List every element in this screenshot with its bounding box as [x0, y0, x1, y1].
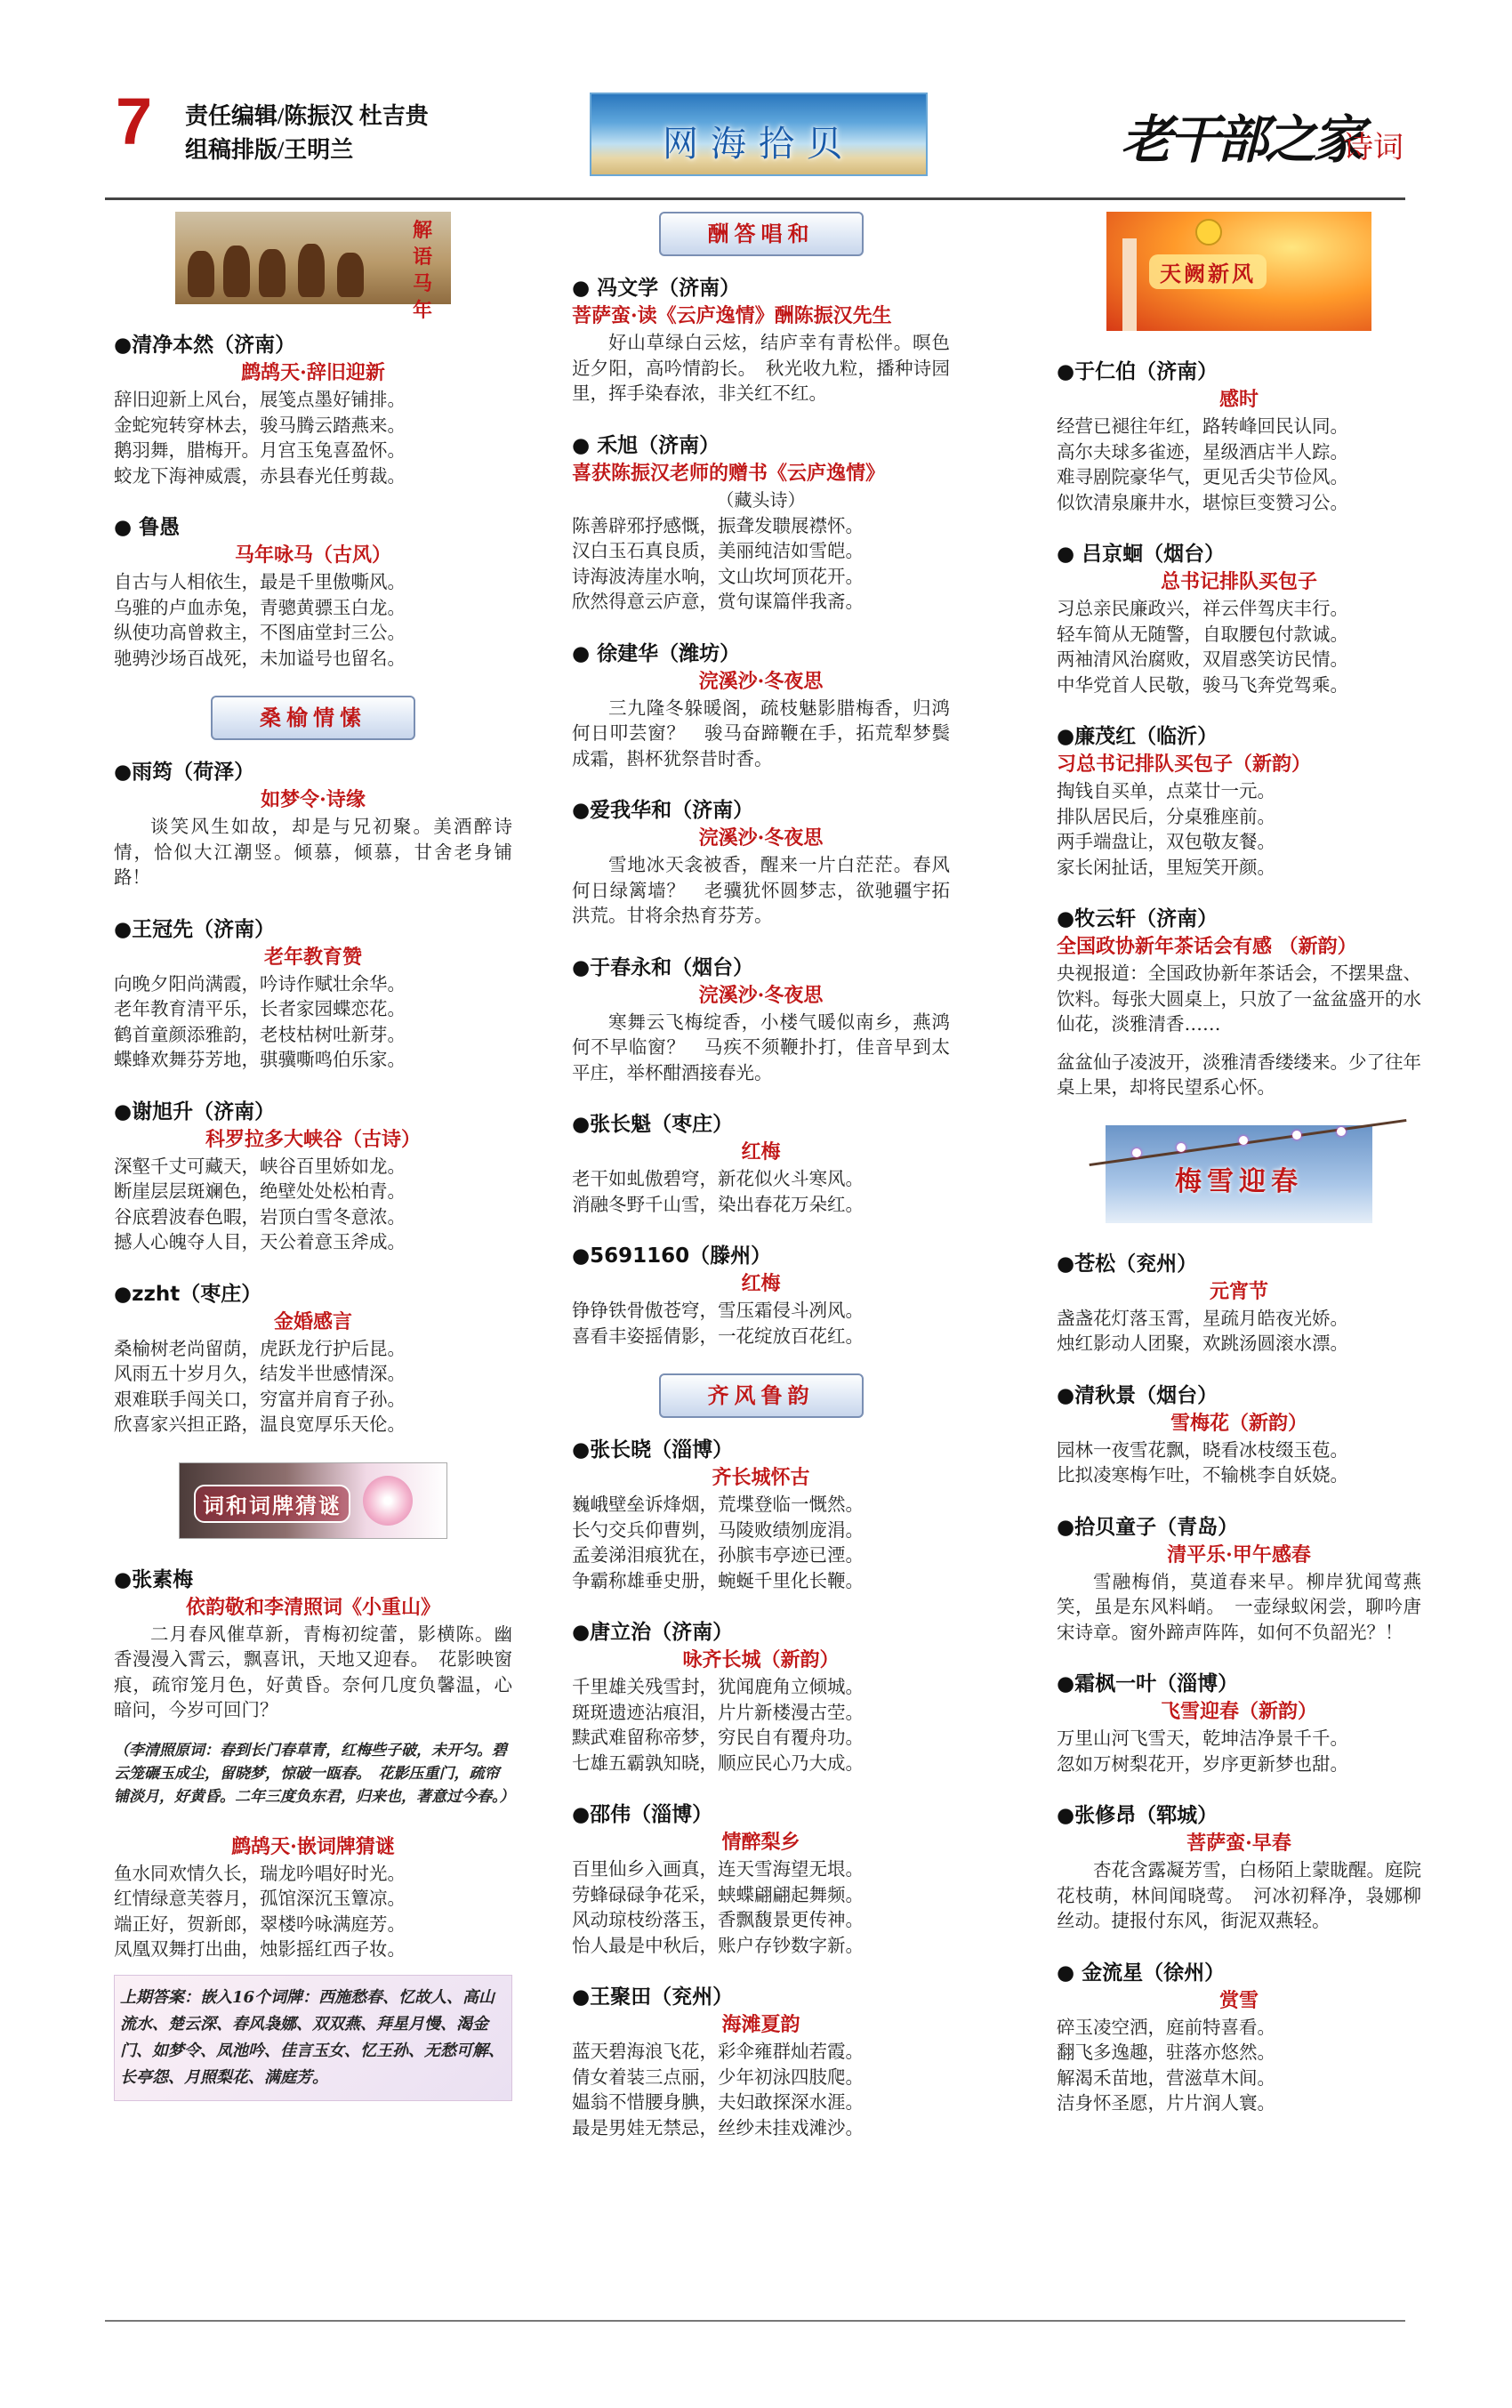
poem-line: 千里雄关残雪封，犹闻鹿角立倾城。	[572, 1676, 864, 1697]
poem-author: ●拾贝童子（青岛）	[1057, 1515, 1239, 1539]
riddle-answer-box: 上期答案：嵌入16个词牌：西施愁春、忆故人、高山流水、楚云深、春风袅娜、双双燕、拜星月慢、渴金门、如梦令、凤池吟、佳言玉女、忆王孙、无愁可解、长亭怨、月照梨花、满庭芳。	[114, 1975, 512, 2101]
poem-author: ●唐立治（济南）	[572, 1621, 734, 1644]
poem-line: 烛红影动人团聚，欢跳汤圆滚水漂。	[1057, 1333, 1348, 1354]
poem-author: ● 徐建华（潍坊）	[572, 641, 741, 665]
poem	[114, 1566, 512, 1723]
poem-author: ●谢旭升（济南）	[114, 1099, 276, 1123]
poem	[1057, 1670, 1421, 1776]
poem-line: 红情绿意芙蓉月，孤馆深沉玉簟凉。	[114, 1888, 406, 1909]
column-right	[1057, 212, 1421, 2141]
poem-line: 万里山河飞雪天，乾坤洁净景千千。	[1057, 1727, 1348, 1749]
poem-title: 马年咏马（古风）	[234, 544, 391, 567]
poem-line: 向晚夕阳尚满霞，吟诗作赋壮余华。	[114, 972, 406, 995]
poem	[114, 758, 512, 890]
poem-line: 纵使功高曾救主，不图庙堂封三公。	[114, 622, 406, 643]
poem-body	[1057, 1438, 1421, 1488]
poem	[114, 1280, 512, 1438]
poem-line: 中华党首人民敬，骏马飞奔党驾乘。	[1057, 673, 1348, 696]
poem-title: 老年教育赞	[263, 945, 362, 969]
poem	[572, 954, 950, 1086]
poem-line: 撼人心魄夺人目，天公着意玉斧成。	[114, 1231, 406, 1252]
poem-title: 海滩夏韵	[721, 2013, 800, 2036]
poem-line: 诗海波涛崖水响，文山坎坷顶花开。	[572, 565, 864, 587]
poem-title: 科罗拉多大峡谷（古诗）	[205, 1127, 421, 1151]
poem	[572, 431, 950, 615]
poem-line: 翻飞多逸趣，驻落亦悠然。	[1057, 2042, 1275, 2063]
poem-line: 自古与人相依生，最是千里傲嘶风。	[114, 571, 406, 592]
poem	[114, 1833, 512, 1962]
poem-line: 争霸称雄垂史册，蜿蜒千里化长鞭。	[572, 1569, 864, 1591]
poem-line: 难寻剧院豪华气，更见舌尖节俭风。	[1057, 466, 1348, 487]
poem-line: 洁身怀圣愿，片片润人寰。	[1057, 2092, 1275, 2114]
poem	[1057, 722, 1421, 880]
poem-title: 浣溪沙·冬夜思	[698, 826, 824, 850]
poem-line: 长勺交兵仰曹刿，马陵败绩刎庞涓。	[572, 1518, 864, 1541]
poem-body	[572, 1166, 950, 1217]
poem-line: 风雨五十岁月久，结发半世感情深。	[114, 1363, 406, 1384]
poem-line: 斑斑遗迹沾痕泪，片片新楼漫古茔。	[572, 1701, 864, 1723]
poem-title: 鹧鸪天·嵌词牌猜谜	[231, 1834, 395, 1858]
poem-body	[1057, 1569, 1421, 1646]
section-header-qifeng: 齐风鲁韵	[659, 1373, 864, 1418]
poem-line: 驰骋沙场百战死，未加谥号也留名。	[114, 647, 406, 669]
poem-body	[114, 387, 512, 488]
poem-line: 解渴禾苗地，营滋草木间。	[1057, 2066, 1275, 2089]
poem-body	[572, 1010, 950, 1086]
poem-title: 感时	[1218, 388, 1259, 411]
poem-line: 断崖层层斑斓色，绝壁处处松柏青。	[114, 1180, 406, 1202]
poem-body	[572, 513, 950, 615]
poem-body	[1057, 596, 1421, 697]
brand-subtitle: 诗词	[1343, 130, 1403, 165]
poem-title: 喜获陈振汉老师的赠书《云庐逸情》	[572, 461, 886, 485]
poem-title: 浣溪沙·冬夜思	[698, 669, 824, 693]
poem-author: ●5691160（滕州）	[572, 1244, 772, 1268]
poem-line: 好山草绿白云炫，结庐幸有青松伴。暝色近夕阳，高吟情韵长。 秋光收九粒，播种诗园里，挥手染春浓，非关红不红。	[572, 332, 950, 404]
poem	[572, 274, 950, 407]
poem-line: 雪融梅俏，莫道春来早。柳岸犹闻莺燕笑，虽是东风料峭。 一壶绿蚁闲尝，聊吟唐宋诗章。窗外蹄声阵阵，如何不负韶光？！	[1057, 1570, 1421, 1643]
poem-line: 杏花含露凝芳雪，白杨陌上蒙眬醒。庭院花枝萌，林间闻晓莺。 河冰初释净，袅娜柳丝动。捷报付东风，街泥双燕轻。	[1057, 1859, 1421, 1931]
poem-line: 陈善辟邪抒感慨，振聋发聩展襟怀。	[572, 514, 864, 536]
poem-line: 盆盆仙子凌波开，淡雅清香缕缕来。少了往年桌上果，却将民望系心怀。	[1057, 1051, 1421, 1098]
poem	[572, 1436, 950, 1593]
section-header-sangyu: 桑榆情愫	[211, 696, 415, 740]
poem-body	[1057, 778, 1421, 880]
poem-body	[572, 852, 950, 929]
poem-author: ●廉茂红（临沂）	[1057, 725, 1218, 748]
poem-author: ● 吕京蛔（烟台）	[1057, 543, 1226, 566]
poem-body	[1057, 1306, 1421, 1357]
poem-author: ●王聚田（兖州）	[572, 1985, 734, 2009]
poem-line: 雪地冰天衾被香，醒来一片白茫茫。春风何日绿篱墙？ 老骥犹怀圆梦志，欲驰疆宇拓洪荒。甘将余热育芬芳。	[572, 854, 950, 926]
poem-body	[1057, 2015, 1421, 2116]
poem-line: 风动琼枝纷落玉，香飘馥景更传神。	[572, 1909, 864, 1930]
section-header-chouda: 酬答唱和	[659, 212, 864, 256]
poem-author: ●苍松（兖州）	[1057, 1252, 1198, 1276]
poem-line: 忽如万树梨花开，岁序更新梦也甜。	[1057, 1752, 1348, 1775]
poem-title: 总书记排队买包子	[1160, 570, 1317, 593]
column-middle	[572, 212, 950, 2165]
poem-title: 情醉梨乡	[721, 1831, 800, 1854]
poem-author: ● 金流星（徐州）	[1057, 1961, 1226, 1985]
poem-line: 谷底碧波春色暇，岩顶白雪冬意浓。	[114, 1205, 406, 1228]
poem-line: 两袖清风治腐败，双眉惑笑访民情。	[1057, 648, 1348, 670]
poem-title: 红梅	[741, 1140, 781, 1164]
poem-line: 桑榆树老尚留荫，虎跃龙行护后昆。	[114, 1337, 406, 1359]
poem-body	[114, 1861, 512, 1962]
poem-line: 鹅羽舞，腊梅开。月宫玉兔喜盈怀。	[114, 439, 406, 461]
poem-line: 蓝天碧海浪飞花，彩伞雍群灿若霞。	[572, 2041, 864, 2062]
poem-line: 比拟凌寒梅乍吐，不输桃李自妖娆。	[1057, 1464, 1348, 1486]
poem	[1057, 1801, 1421, 1934]
poem-title: 如梦令·诗缘	[261, 788, 366, 811]
poem	[572, 1242, 950, 1349]
poem-title: 菩萨蛮·早春	[1186, 1832, 1291, 1855]
tianque-image	[1106, 212, 1371, 331]
poem-line: 蝶蜂欢舞芬芳地，骐骥嘶鸣伯乐家。	[114, 1049, 406, 1070]
poem-line: 百里仙乡入画真，连天雪海望无垠。	[572, 1858, 864, 1880]
poem-title: 齐长城怀古	[712, 1466, 810, 1489]
poem-line: 端正好，贺新郎，翠楼吟咏满庭芳。	[114, 1913, 406, 1935]
poem	[1057, 358, 1421, 515]
poem	[114, 513, 512, 671]
poem-line: 鱼水同欢情久长，瑞龙吟唱好时光。	[114, 1862, 406, 1884]
emblem-icon	[1195, 219, 1222, 246]
poem-author: ●牧云轩（济南）	[1057, 907, 1218, 930]
poem-line: 乌骓的卢血赤兔，青骢黄骠玉白龙。	[114, 596, 406, 618]
poem-title: 飞雪迎春（新韵）	[1160, 1700, 1317, 1723]
meixue-caption: 梅雪迎春	[1175, 1165, 1303, 1197]
poem-line: 老年教育清平乐，长者家园蝶恋花。	[114, 998, 406, 1019]
poem-line: 习总亲民廉政兴，祥云伴驾庆丰行。	[1057, 598, 1348, 619]
poem-line: 二月春风催草新，青梅初绽蕾，影横陈。幽香漫漫入霄云，飘喜讯，天地又迎春。 花影映窗痕，疏帘笼月色，好黄昏。奈何几度负馨温，心暗问，今岁可回门？	[114, 1623, 512, 1720]
poem-line: 汉白玉石真良质，美丽纯洁如雪皑。	[572, 540, 864, 561]
poem-body	[1057, 414, 1421, 515]
poem	[572, 1618, 950, 1776]
poem-title: 赏雪	[1218, 1988, 1259, 2012]
poem-author: ●张长魁（枣庄）	[572, 1113, 734, 1136]
poem-line: 辞旧迎新上风台，展笺点墨好铺排。	[114, 389, 406, 410]
poem-line: 孟姜涕泪痕犹在，孙膑韦亭迹已湮。	[572, 1544, 864, 1566]
original-poem-note: （李清照原词：春到长门春草青，红梅些子破，未开匀。碧云笼碾玉成尘，留晓梦，惊破一瓯春。 花影压重门，疏帘铺淡月，好黄昏。二年三度负东君，归来也，著意过今春。）	[114, 1741, 515, 1806]
poem-body	[1057, 1857, 1421, 1934]
poem-title: 雪梅花（新韵）	[1170, 1411, 1307, 1435]
poem-body	[1057, 961, 1421, 1100]
poem-line: 谈笑风生如故，却是与兄初聚。美酒醉诗情，恰似大江潮竖。倾慕，倾慕，甘舍老身铺路！	[114, 816, 512, 888]
poem-author: ●张长晓（淄博）	[572, 1438, 734, 1462]
poem-author: ●于仁伯（济南）	[1057, 360, 1218, 383]
editor-line-1: 责任编辑/陈振汉 杜吉贵	[185, 103, 429, 129]
poem-title: 全国政协新年茶话会有感 （新韵）	[1057, 935, 1357, 958]
poem-line: 欣然得意云庐意，赏句谋篇伴我斋。	[572, 591, 864, 612]
poem-line: 劳蜂碌碌争花采，蛱蝶翩翩起舞频。	[572, 1883, 864, 1905]
header-divider	[105, 197, 1405, 200]
page-number: 7	[116, 85, 153, 158]
poem-author: ●zzht（枣庄）	[114, 1282, 262, 1306]
poem-line: 家长闲扯话，里短笑开颜。	[1057, 856, 1275, 878]
poem	[1057, 1250, 1421, 1357]
poem-author: ● 冯文学（济南）	[572, 277, 741, 300]
poem-body	[114, 569, 512, 671]
poem	[114, 331, 512, 488]
poem	[572, 640, 950, 772]
poem-author: ●张素梅	[114, 1567, 194, 1591]
poem-author: ●爱我华和（济南）	[572, 799, 754, 822]
column-left	[114, 212, 515, 2101]
poem-body	[572, 2039, 950, 2140]
poem-line: 铮铮铁骨傲苍穹，雪压霜侵斗冽风。	[572, 1300, 864, 1321]
poem	[572, 1983, 950, 2140]
poem-line: 蛟龙下海神威震，赤县春光任剪裁。	[114, 464, 406, 487]
page-header	[0, 0, 1512, 200]
poem-line: 排队居民后，分桌雅座前。	[1057, 805, 1275, 827]
poem-line: 高尔夫球多雀迹，星级酒店半人踪。	[1057, 440, 1348, 463]
poem-line: 三九隆冬躲暖阁，疏枝魅影腊梅香，归鸿何日叩芸窗？ 骏马奋蹄鞭在手，拓荒犁梦鬓成霜，斟杯犹祭昔时香。	[572, 697, 950, 769]
blossom-icon	[363, 1476, 413, 1526]
poem-line: 老干如虬傲碧穹，新花似火斗寒风。	[572, 1168, 864, 1189]
flower-image	[179, 1462, 447, 1539]
poem-author: ● 禾旭（济南）	[572, 433, 720, 457]
poem-body	[572, 1674, 950, 1776]
poem	[1057, 540, 1421, 697]
poem-line: 碎玉凌空洒，庭前特喜看。	[1057, 2016, 1275, 2038]
poem-body	[572, 1298, 950, 1349]
poem-line: 七雄五霸孰知晓，顺应民心乃大成。	[572, 1752, 864, 1774]
poem-line: 凤凰双舞打出曲，烛影摇红西子妆。	[114, 1938, 406, 1960]
poem-title: 依韵敬和李清照词《小重山》	[185, 1595, 440, 1619]
poem-body	[114, 1622, 512, 1723]
poem-title: 红梅	[741, 1272, 781, 1295]
poem-body	[572, 1492, 950, 1593]
poem-body	[114, 971, 512, 1073]
poem-line: 鹤首童颜添雅韵，老枝枯树吐新芽。	[114, 1023, 406, 1045]
poem-line: 艰难联手闯关口，穷富并肩育子孙。	[114, 1388, 406, 1410]
column-banner	[590, 93, 928, 176]
poem	[572, 796, 950, 929]
poem-line: 最是男娃无禁忌，丝纱未挂戏滩沙。	[572, 2116, 864, 2138]
poem-line: 似饮清泉廉井水，堪惊巨变赞习公。	[1057, 491, 1348, 513]
poem-line: 消融冬野千山雪，染出春花万朵红。	[572, 1193, 864, 1215]
poem-line: 轻车简从无随警，自取腰包付款诚。	[1057, 623, 1348, 645]
poem-body	[572, 696, 950, 772]
poem	[1057, 905, 1421, 1100]
tianque-caption: 天阙新风	[1149, 254, 1267, 289]
poem-line: 倩女着装三点丽，少年初泳四肢爬。	[572, 2066, 864, 2088]
poem-body	[114, 1154, 512, 1255]
poem-note: （藏头诗）	[716, 488, 806, 511]
poem-body	[114, 814, 512, 890]
poem-body	[572, 330, 950, 407]
poem-author: ●于春永和（烟台）	[572, 955, 754, 979]
poem	[572, 1110, 950, 1217]
poem-body	[572, 1856, 950, 1958]
editor-line-2: 组稿排版/王明兰	[185, 137, 354, 163]
poem-author: ●张修昂（郓城）	[1057, 1804, 1218, 1827]
poem-line: 巍峨壁垒诉烽烟，荒堞登临一慨然。	[572, 1494, 864, 1515]
poem-line: 掏钱自买单，点菜廿一元。	[1057, 780, 1275, 801]
poem-author: ●清净本然（济南）	[114, 334, 296, 357]
poem-author: ●王冠先（济南）	[114, 917, 276, 941]
poem	[1057, 1513, 1421, 1646]
poem-title: 清平乐·甲午感春	[1167, 1542, 1311, 1566]
poem-title: 浣溪沙·冬夜思	[698, 983, 824, 1007]
meixue-image	[1106, 1125, 1372, 1223]
flower-caption: 词和词牌猜谜	[194, 1485, 350, 1523]
huabiao-icon	[1122, 238, 1137, 331]
poem-title: 金婚感言	[273, 1309, 352, 1333]
poem-line: 喜看丰姿摇倩影，一花绽放百花红。	[572, 1325, 864, 1347]
poem-line: 媪翁不惜腰身腆，夫妇敢探深水涯。	[572, 2091, 864, 2113]
poem-line: 深壑千丈可藏天，峡谷百里娇如龙。	[114, 1155, 406, 1177]
poem-line: 央视报道：全国政协新年茶话会，不摆果盘、饮料。每张大圆桌上，只放了一盆盆盛开的水仙花，淡雅清香……	[1057, 962, 1421, 1035]
poem-author: ●邵伟（淄博）	[572, 1803, 713, 1826]
poem-line: 黩武难留称帝梦，穷民自有覆舟功。	[572, 1727, 864, 1748]
poem-body	[1057, 1726, 1421, 1776]
brand-logo	[1121, 85, 1423, 183]
poem-line: 园林一夜雪花飘，晓看冰枝缀玉苞。	[1057, 1438, 1348, 1461]
poem	[1057, 1959, 1421, 2116]
poem	[114, 915, 512, 1073]
poem-line: 经营已褪往年红，路转峰回民认同。	[1057, 415, 1348, 437]
column-title: 网海拾贝	[663, 124, 855, 165]
poem-title: 菩萨蛮·读《云庐逸情》酬陈振汉先生	[572, 304, 892, 327]
poem	[1057, 1381, 1421, 1488]
poem-author: ●霜枫一叶（淄博）	[1057, 1672, 1239, 1695]
brand-name: 老干部之家	[1121, 109, 1362, 170]
poem-title: 习总书记排队买包子（新韵）	[1057, 753, 1312, 776]
poem	[572, 1800, 950, 1958]
poem-line: 金蛇宛转穿林去，骏马腾云踏燕来。	[114, 414, 406, 436]
poem-author: ●清秋景（烟台）	[1057, 1383, 1218, 1407]
poem-line: 两手端盘让，双包敬友餐。	[1057, 831, 1275, 852]
poem-line: 盏盏花灯落玉霄，星疏月皓夜光娇。	[1057, 1307, 1348, 1329]
poem-author: ● 鲁愚	[114, 516, 181, 539]
poem-title: 咏齐长城（新韵）	[682, 1648, 840, 1671]
poem	[114, 1098, 512, 1255]
footer-divider	[105, 2320, 1405, 2322]
poem-title: 元宵节	[1209, 1279, 1268, 1303]
horses-image	[175, 212, 451, 322]
poem-author: ●雨筠（荷泽）	[114, 761, 255, 784]
poem-title: 鹧鸪天·辞旧迎新	[241, 361, 385, 384]
poem-line: 欣喜家兴担正路，温良宽厚乐天伦。	[114, 1413, 406, 1435]
horses-caption: 解语马年	[412, 219, 432, 322]
editor-credits	[185, 100, 429, 167]
poem-body	[114, 1336, 512, 1438]
poem-line: 怡人最是中秋后，账户存钞数字新。	[572, 1934, 864, 1956]
poem-line: 寒舞云飞梅绽香，小楼气暖似南乡，燕鸿何不早临窗？ 马疾不须鞭扑打，佳音早到太平庄，举杯酣酒接春光。	[572, 1011, 950, 1083]
